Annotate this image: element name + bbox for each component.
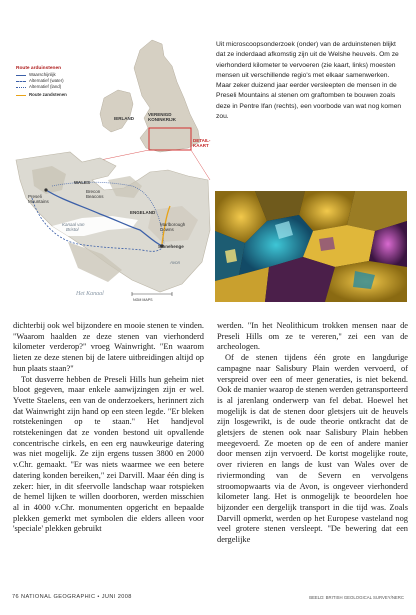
- label-verenigd: VERENIGD: [148, 112, 172, 117]
- legend-dashed-line-icon: [16, 81, 26, 82]
- label-ierland: IERLAND: [114, 116, 134, 121]
- paragraph: werden. "In het Neolithicum trokken mensen naar de Preseli Hills om ze te vereren," zei een van de archeologen.: [217, 321, 408, 352]
- label-stonehenge: Stonehenge: [158, 244, 184, 249]
- image-credit: BEELD: BRITISH GEOLOGICAL SURVEY/NERC: [309, 595, 404, 600]
- page-number: 76: [12, 594, 20, 600]
- microscope-photo: [215, 191, 407, 302]
- label-downs: Downs: [160, 227, 174, 232]
- legend-title: Route arduinstenen: [16, 66, 62, 71]
- article-column-right: [217, 321, 408, 546]
- great-britain-shape: [134, 40, 200, 152]
- microscope-image: [215, 191, 407, 302]
- article-column-left: [13, 321, 204, 535]
- legend-solid-line-icon: [16, 75, 26, 76]
- legend-dotted-line-icon: [16, 87, 26, 88]
- label-bristol: Bristol: [66, 227, 79, 232]
- preseli-point: [44, 188, 47, 191]
- label-mountains: Mountains: [28, 199, 49, 204]
- legend-item-waarschijnlijk: Waarschijnlijk: [16, 72, 96, 78]
- inset-map: [100, 40, 200, 152]
- page-footer: 76 NATIONAL GEOGRAPHIC • JUNI 2008: [12, 594, 132, 600]
- label-wales: WALES: [74, 180, 91, 185]
- label-brecon: Brecon: [86, 189, 101, 194]
- label-scale: NGM MAPS: [133, 298, 153, 302]
- paragraph: Tot dusverre hebben de Preseli Hills hun geheim niet bloot gegeven, maar enkele aanwijzingen zijn er wel. Yvette Staelens, een van de onderzoekers, herinnert zich dat Wainwright zijn hand op een steen legde. "Er bleken rotstekeningen op te staan." Het handjevol rotstekeningen dat ze vonden bestond uit opvallende concentrische cirkels, en een erg nauwkeurige datering was niet mogelijk. Ze zijn ergens tussen 3800 en 2000 v.Chr. gemaakt. "Er was niets waarmee we een betere datering konden bereiken," zei Darvill. Maar één ding is zeker: hier, in dit sfeervolle landschap waar rotspieken de hemel lijken te willen doorboren, werden misschien al in 4000 v.Chr. monumenten opgericht en bepaalde plekken gemerkt met symbolen die elders alleen voor 'speciale' plekken gebruikt: [13, 374, 204, 534]
- paragraph: Of de stenen tijdens één grote en langdurige campagne naar Salisbury Plain werden vervoerd, of verspreid over een of meer generaties, is niet bekend. Ook de manier waarop de stenen werden getransporteerd is al jarenlang onderwerp van fel debat. Hoewel het mogelijk is dat de stenen door gletsjers uit de heuvels zijn losgewrikt, is de oude theorie ontkracht dat de gletsjers de stenen ook naar Salisbury Plain hebben meegevoerd. Ze moeten op de een of andere manier door mensen zijn vervoerd. De kortst mogelijke route, over rivieren en langs de kust van Wales over de riviermonding van de Severn en vervolgens stroomopwaarts via de Avon, is ongeveer vierhonderd kilometer lang. Het is onmogelijk te beoordelen hoe bijzonder een dergelijk transport in die tijd was. Zoals Darvill opmerkt, werden op het Europese vasteland nog veel grotere stenen versleept. "De bewering dat een dergelijke: [217, 353, 408, 545]
- label-het-kanaal: Het Kanaal: [76, 291, 104, 297]
- legend-item-land: Alternatief (land): [16, 84, 96, 90]
- issue-date: JUNI 2008: [101, 594, 132, 600]
- map-legend: [16, 66, 96, 98]
- paragraph: dichterbij ook wel bijzondere en mooie stenen te vinden. "Waarom haalden ze deze stenen van vierhonderd kilometer verderop?" vroeg Wainwright. "En waarom lieten ze deze stenen bij de latere uitbreidingen altijd op hun plaats staan?": [13, 321, 204, 373]
- legend-orange-line-icon: [16, 95, 26, 96]
- legend-item-water: Alternatief (water): [16, 78, 96, 84]
- label-kaart: KAART: [193, 143, 209, 148]
- label-koninkrijk: KONINKRIJK: [148, 117, 177, 122]
- photo-caption: Uit microscoopsonderzoek (onder) van de arduinstenen blijkt dat ze inderdaad afkomstig zijn uit de Welshe heuvels. Om ze vierhonderd kilometer te vervoeren (zie kaart, links) moesten mensen uit verschillende regio's met elkaar samenwerken. Maar zeker duizend jaar eerder versleepten de mensen in de Preseli Mountains al stenen om graftomben te bouwen zoals deze in Pentre Ifan (rechts), een voorbode van wat nog komen zou.: [216, 41, 402, 120]
- label-detail: DETAIL-: [193, 138, 211, 143]
- label-preseli: Preseli: [28, 194, 42, 199]
- legend-item-zandstenen: Route zandstenen: [16, 92, 96, 98]
- label-kanaal-van: Kanaal van: [62, 222, 85, 227]
- ireland-shape: [100, 90, 133, 132]
- label-beacons: Beacons: [86, 194, 104, 199]
- label-avon: Avon: [170, 260, 181, 265]
- label-marlborough: Marlborough: [160, 222, 186, 227]
- label-engeland: ENGELAND: [130, 210, 156, 215]
- magazine-name: NATIONAL GEOGRAPHIC: [21, 594, 96, 600]
